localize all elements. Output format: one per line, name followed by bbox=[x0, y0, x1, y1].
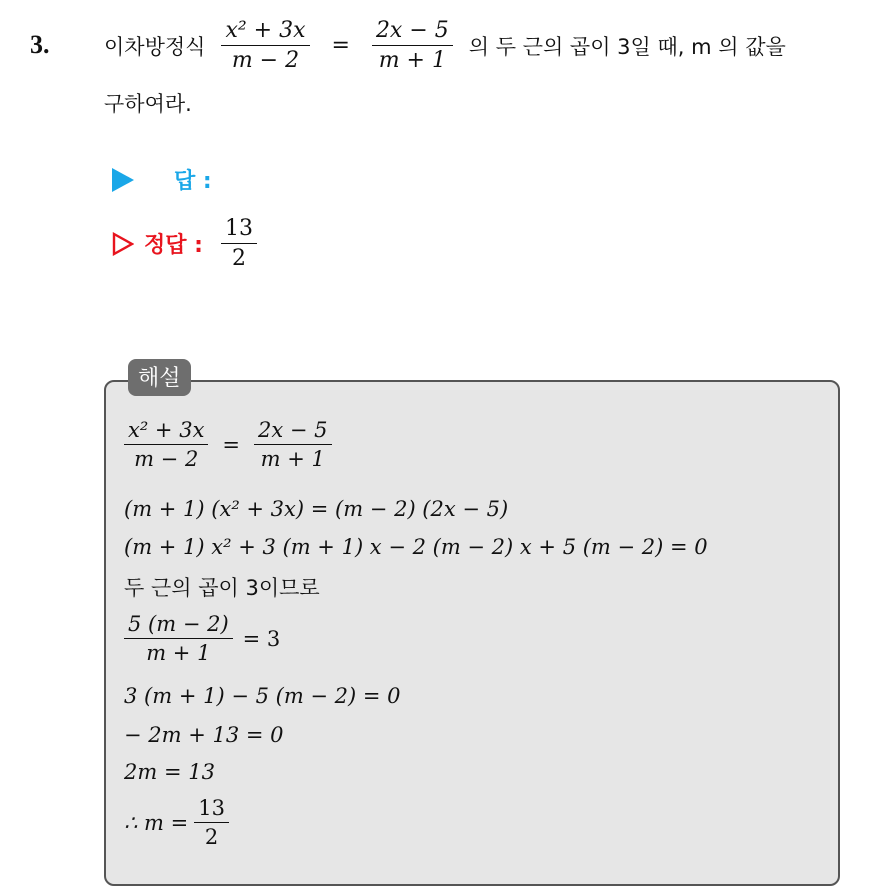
solution-line-5 bbox=[124, 612, 280, 665]
solution-l5-fraction bbox=[124, 612, 233, 665]
correct-answer-denominator: 2 bbox=[231, 246, 246, 272]
solution-l5-numerator: 5 (m − 2) bbox=[124, 612, 233, 639]
solution-line-4: 두 근의 곱이 3이므로 bbox=[124, 576, 320, 600]
solution-l9-fraction bbox=[194, 796, 229, 849]
solution-l9-denominator: 2 bbox=[204, 825, 219, 850]
question-number: 3. bbox=[30, 30, 50, 59]
solution-l1-lhs-denominator: m − 2 bbox=[134, 447, 199, 472]
answer-row bbox=[112, 164, 212, 195]
solution-line-2: (m + 1) (x² + 3x) = (m − 2) (2x − 5) bbox=[124, 497, 509, 521]
question-lhs-denominator: m − 2 bbox=[231, 48, 300, 74]
solution-l1-rhs-fraction bbox=[254, 418, 332, 471]
correct-answer-fraction bbox=[221, 216, 257, 272]
solution-line-1 bbox=[124, 418, 338, 471]
solution-l9-lhs: ∴ m = bbox=[124, 810, 189, 835]
solution-l5-rest: = 3 bbox=[242, 626, 281, 651]
question-suffix: 의 두 근의 곱이 3일 때, m 의 값을 bbox=[468, 34, 786, 59]
answer-label: 답 : bbox=[174, 169, 212, 194]
question-lhs-fraction bbox=[221, 18, 309, 74]
solution-badge: 해설 bbox=[128, 359, 191, 396]
solution-l1-lhs-fraction bbox=[124, 418, 208, 471]
correct-answer-row bbox=[112, 216, 263, 272]
solution-l1-lhs-numerator: x² + 3x bbox=[124, 418, 208, 445]
correct-answer-numerator: 13 bbox=[221, 216, 257, 244]
solution-l1-rhs-numerator: 2x − 5 bbox=[254, 418, 332, 445]
solution-l1-equals: = bbox=[222, 432, 241, 457]
question-rhs-denominator: m + 1 bbox=[378, 48, 446, 74]
solution-line-6: 3 (m + 1) − 5 (m − 2) = 0 bbox=[124, 684, 401, 708]
question-prefix: 이차방정식 bbox=[104, 34, 206, 59]
question-rhs-numerator: 2x − 5 bbox=[372, 18, 453, 46]
question-lhs-numerator: x² + 3x bbox=[221, 18, 309, 46]
question-line bbox=[104, 18, 786, 74]
solution-l5-denominator: m + 1 bbox=[146, 641, 211, 666]
solution-l1-rhs-denominator: m + 1 bbox=[260, 447, 325, 472]
solution-line-9 bbox=[124, 796, 235, 849]
question-rhs-fraction bbox=[372, 18, 453, 74]
solution-line-3: (m + 1) x² + 3 (m + 1) x − 2 (m − 2) x + 5 (m − 2) = 0 bbox=[124, 535, 708, 559]
solution-line-7: − 2m + 13 = 0 bbox=[124, 723, 284, 747]
question-line-2: 구하여라. bbox=[104, 92, 192, 116]
filled-triangle-icon bbox=[112, 168, 134, 192]
question-equals: = bbox=[331, 33, 350, 59]
correct-answer-label: 정답 : bbox=[144, 233, 203, 259]
solution-line-8: 2m = 13 bbox=[124, 760, 215, 784]
solution-l9-numerator: 13 bbox=[194, 796, 229, 823]
outline-triangle-icon bbox=[112, 232, 134, 256]
